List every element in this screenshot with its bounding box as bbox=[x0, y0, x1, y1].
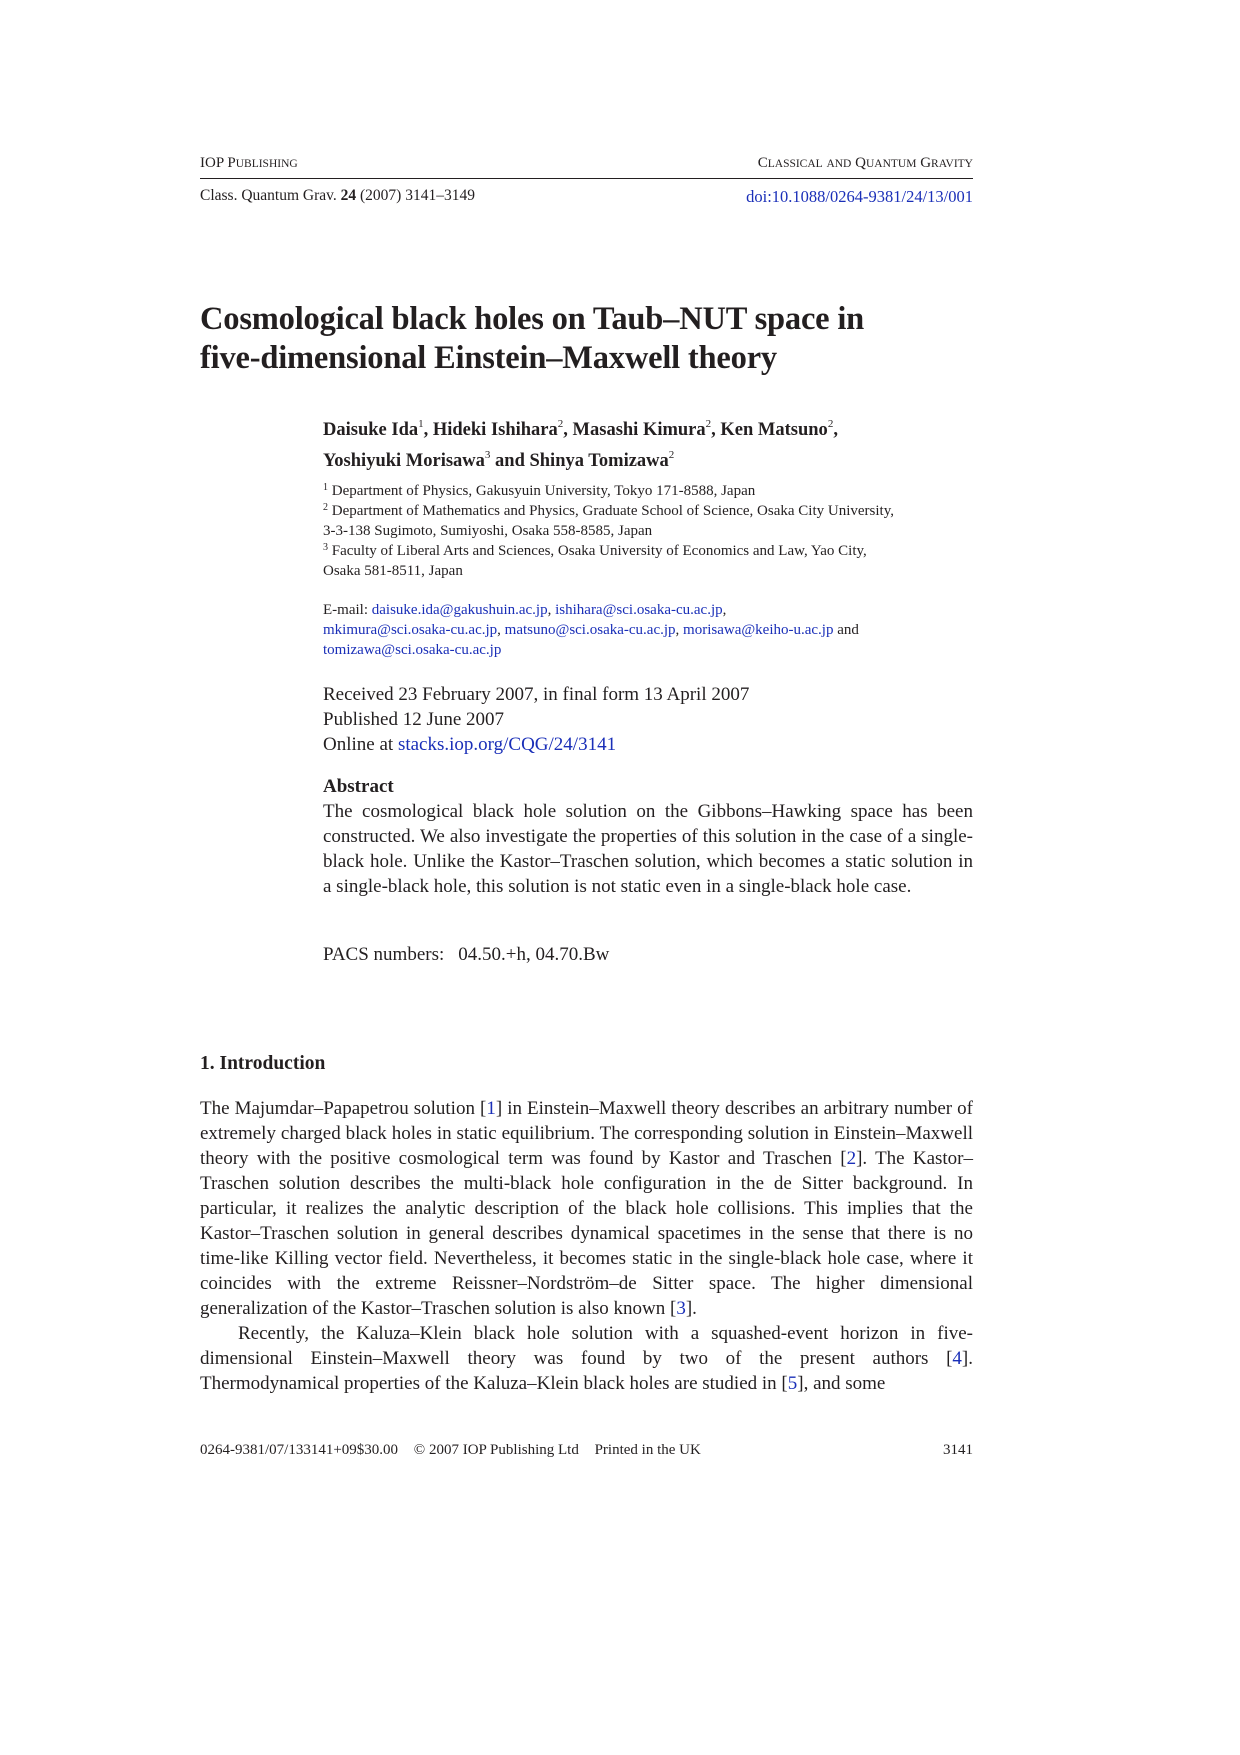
pacs-numbers bbox=[323, 944, 609, 966]
paragraph-2: Recently, the Kaluza–Klein black hole solution with a squashed-event horizon in five-dimensional Einstein–Maxwell theory was found by two of the present authors [4]. Thermodynamical properties of the Kaluza–Klein black holes are studied in [5], and some bbox=[200, 1323, 973, 1394]
running-header-journal bbox=[758, 155, 973, 172]
footer-printed: Printed in the UK bbox=[594, 1442, 701, 1458]
author: Daisuke Ida$^1$, bbox=[323, 418, 433, 441]
footer-code: 0264-9381/07/133141+09$30.00 bbox=[200, 1442, 399, 1458]
reference-link[interactable]: 1 bbox=[486, 1098, 496, 1119]
affiliation-2: $^2$ Department of Mathematics and Physics, Graduate School of Science, Osaka City University, 3-3-138 Sugimoto, Sumiyoshi, Osaka 558-8585, Japan bbox=[323, 502, 894, 539]
header-rule bbox=[200, 178, 973, 179]
email-link[interactable]: matsuno@sci.osaka-cu.ac.jp bbox=[504, 622, 676, 638]
online-link[interactable]: stacks.iop.org/CQG/24/3141 bbox=[397, 734, 617, 755]
reference-link[interactable]: 3 bbox=[676, 1298, 686, 1319]
pacs-values: 04.50.+h, 04.70.Bw bbox=[458, 944, 610, 965]
affiliation-3: $^3$ Faculty of Liberal Arts and Sciences, Osaka University of Economics and Law, Yao City, Osaka 581-8511, Japan bbox=[323, 542, 867, 579]
journal-word-3: QUANTUM bbox=[855, 155, 917, 171]
title-line-1: Cosmological black holes on Taub–NUT space in bbox=[200, 301, 865, 337]
publisher-rest-small: UBLISHING bbox=[235, 158, 298, 170]
online-line: Online at stacks.iop.org/CQG/24/3141 bbox=[323, 734, 617, 755]
paragraph-1: The Majumdar–Papapetrou solution [1] in Einstein–Maxwell theory describes an arbitrary number of extremely charged black holes in static equilibrium. The corresponding solution in Einstein–Maxwell theory with the positive cosmological term was found by Kastor and Traschen [2]. The Kastor–Traschen solution describes the multi-black hole configuration in the de Sitter background. In particular, it realizes the analytic description of the black hole collisions. This implies that the Kastor–Traschen solution in general describes dynamical spacetimes in the sense that there is no time-like Killing vector field. Nevertheless, it becomes static in the single-black hole case, where it coincides with the extreme Reissner–Nordström–de Sitter space. The higher dimensional generalization of the Kastor–Traschen solution is also known [3]. bbox=[200, 1098, 974, 1319]
published-date: Published 12 June 2007 bbox=[323, 709, 505, 730]
affiliation-1: $^1$ Department of Physics, Gakusyuin University, Tokyo 171-8588, Japan bbox=[323, 482, 756, 499]
author: Masashi Kimura$^2$, bbox=[572, 418, 721, 441]
author: Yoshiyuki Morisawa$^3$ and bbox=[323, 449, 530, 472]
title-line-2: five-dimensional Einstein–Maxwell theory bbox=[200, 340, 777, 376]
reference-link[interactable]: 4 bbox=[952, 1348, 962, 1369]
abstract-heading: Abstract bbox=[323, 776, 394, 797]
abstract bbox=[323, 774, 973, 899]
author: Hideki Ishihara$^2$, bbox=[432, 418, 573, 441]
pacs-label: PACS numbers: bbox=[323, 944, 445, 965]
publisher-rest-initial: P bbox=[227, 155, 236, 171]
citation-volume: 24 bbox=[340, 187, 357, 204]
publisher-first: IOP bbox=[200, 155, 224, 171]
email-link[interactable]: daisuke.ida@gakushuin.ac.jp bbox=[371, 602, 548, 618]
affiliations bbox=[323, 481, 983, 581]
author: Shinya Tomizawa$^2$ bbox=[529, 449, 675, 472]
journal-word-1: CLASSICAL bbox=[757, 155, 823, 171]
received-date: Received 23 February 2007, in final form 13 April 2007 bbox=[323, 684, 750, 705]
page-footer bbox=[200, 1442, 973, 1459]
citation-prefix: Class. Quantum Grav. bbox=[200, 187, 337, 204]
page-number: 3141 bbox=[943, 1442, 973, 1458]
email-block: E-mail: daisuke.ida@gakushuin.ac.jp, ishihara@sci.osaka-cu.ac.jp, mkimura@sci.osaka-cu.ac.jp, matsuno@sci.osaka-cu.ac.jp, morisawa@keiho-u.ac.jp and tomizawa@sci.osaka-cu.ac.jp bbox=[323, 602, 859, 658]
introduction-body bbox=[200, 1096, 973, 1396]
email-label: E-mail: bbox=[323, 602, 368, 618]
author-list bbox=[323, 412, 983, 474]
email-link[interactable]: mkimura@sci.osaka-cu.ac.jp bbox=[323, 622, 498, 638]
reference-link[interactable]: 2 bbox=[846, 1148, 857, 1169]
journal-word-4: GRAVITY bbox=[920, 155, 973, 171]
publication-dates bbox=[323, 682, 983, 757]
citation-suffix: (2007) 3141–3149 bbox=[360, 187, 475, 204]
author: Ken Matsuno$^2$, bbox=[720, 418, 838, 441]
footer-copyright: © 2007 IOP Publishing Ltd bbox=[413, 1442, 579, 1458]
abstract-text: The cosmological black hole solution on the Gibbons–Hawking space has been constructed. We also investigate the properties of this solution in the case of a single-black hole. Unlike the Kastor–Traschen solution, which becomes a static solution in a single-black hole, this solution is not static even in a single-black hole case. bbox=[323, 801, 973, 897]
email-and: and bbox=[837, 622, 859, 638]
email-link[interactable]: morisawa@keiho-u.ac.jp bbox=[683, 622, 834, 638]
running-header-publisher bbox=[200, 155, 298, 172]
doi-link[interactable]: doi:10.1088/0264-9381/24/13/001 bbox=[746, 187, 973, 206]
journal-citation bbox=[200, 187, 475, 205]
reference-link[interactable]: 5 bbox=[787, 1373, 798, 1394]
email-link[interactable]: tomizawa@sci.osaka-cu.ac.jp bbox=[323, 642, 502, 658]
email-link[interactable]: ishihara@sci.osaka-cu.ac.jp bbox=[555, 602, 723, 618]
paper-title bbox=[200, 300, 980, 378]
journal-word-2: AND bbox=[826, 158, 852, 170]
section-heading: 1. Introduction bbox=[200, 1053, 326, 1074]
publisher-rest bbox=[227, 155, 297, 171]
